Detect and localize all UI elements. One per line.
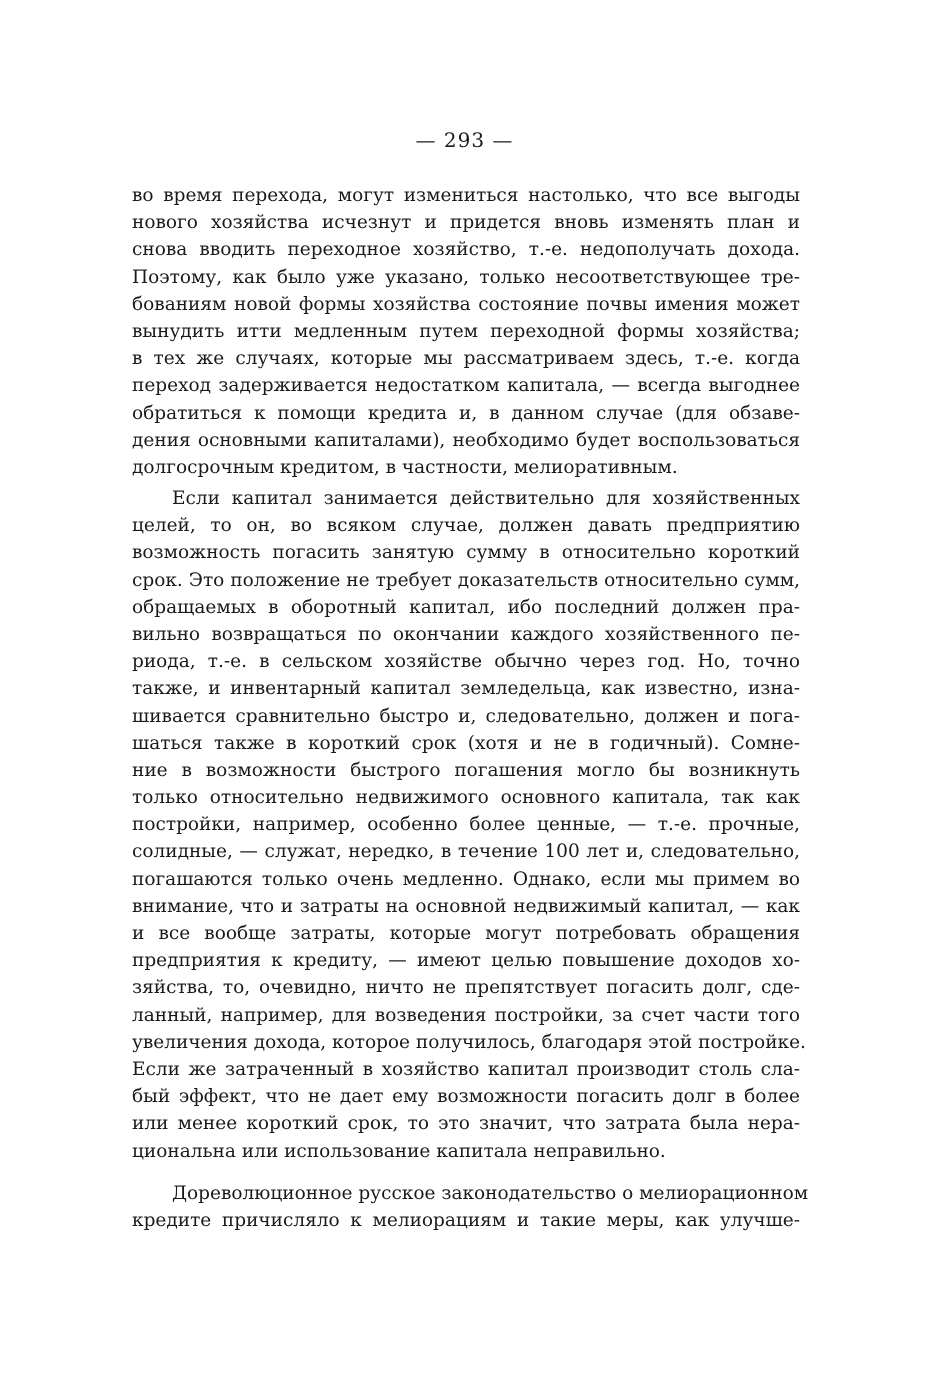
text-line: или менее короткий срок, то это значит, что затрата была нера-: [132, 1113, 800, 1135]
text-line: только относительно недвижимого основного капитала, так как: [132, 787, 800, 809]
text-line: в тех же случаях, которые мы рассматриваем здесь, т.-е. когда: [132, 348, 800, 370]
text-line: нового хозяйства исчезнут и придется вновь изменять план и: [132, 212, 800, 234]
text-line: Поэтому, как было уже указано, только несоответствующее тре-: [132, 266, 800, 288]
text-line: кредите причисляло к мелиорациям и такие меры, как улучше-: [132, 1210, 800, 1232]
text-line: бованиям новой формы хозяйства состояние почвы имения может: [132, 293, 800, 315]
page-number: — 293 —: [415, 128, 514, 152]
text-line: погашаются только очень медленно. Однако, если мы примем во: [132, 868, 800, 890]
text-line: дения основными капиталами), необходимо будет воспользоваться: [132, 429, 800, 451]
text-line: вынудить итти медленным путем переходной формы хозяйства;: [132, 320, 800, 342]
text-line: обратиться к помощи кредита и, в данном случае (для обзаве-: [132, 402, 800, 424]
text-line: шивается сравнительно быстро и, следовательно, должен и пога-: [132, 705, 800, 727]
text-line: постройки, например, особенно более ценные, — т.-е. прочные,: [132, 814, 800, 836]
text-line: и все вообще затраты, которые могут потребовать обращения: [132, 923, 800, 944]
text-line: шаться также в короткий срок (хотя и не в годичный). Сомне-: [132, 732, 800, 754]
text-line: возможность погасить занятую сумму в относительно короткий: [132, 542, 800, 564]
text-line: долгосрочным кредитом, в частности, мелиоративным.: [132, 456, 678, 478]
text-line: предприятия к кредиту, — имеют целью повышение доходов хо-: [132, 950, 800, 972]
text-line: увеличения дохода, которое получилось, благодаря этой постройке.: [132, 1031, 806, 1053]
text-line: солидные, — служат, нередко, в течение 100 лет и, следовательно,: [132, 841, 800, 863]
text-line: снова вводить переходное хозяйство, т.-е. недополучать дохода.: [132, 239, 800, 261]
text-line: риода, т.-е. в сельском хозяйстве обычно через год. Но, точно: [132, 651, 800, 673]
paragraph-1: [132, 182, 800, 481]
text-line: внимание, что и затраты на основной недвижимый капитал, — как: [132, 895, 800, 917]
text-line: ние в возможности быстрого погашения могло бы возникнуть: [132, 759, 800, 781]
text-line: во время перехода, могут измениться настолько, что все выгоды: [132, 185, 800, 206]
text-line: вильно возвращаться по окончании каждого хозяйственного пе-: [132, 623, 800, 645]
text-line: также, и инвентарный капитал земледельца, как известно, изна-: [132, 678, 800, 700]
text-line: ланный, например, для возведения постройки, за счет части того: [132, 1004, 800, 1026]
text-line: обращаемых в оборотный капитал, ибо последний должен пра-: [132, 596, 800, 618]
text-line: Дореволюционное русское законодательство о мелиорационном: [172, 1183, 809, 1204]
text-line: срок. Это положение не требует доказательств относительно сумм,: [132, 569, 800, 591]
text-line: бый эффект, что не дает ему возможности погасить долг в более: [132, 1086, 800, 1108]
paragraph-2: [132, 485, 806, 1165]
text-line: циональна или использование капитала неправильно.: [132, 1140, 666, 1162]
paragraph-3: [132, 1180, 809, 1234]
text-line: целей, то он, во всяком случае, должен давать предприятию: [132, 515, 800, 537]
text-line: Если же затраченный в хозяйство капитал производит столь сла-: [132, 1058, 800, 1080]
text-line: переход задерживается недостатком капитала, — всегда выгоднее: [132, 375, 800, 397]
text-line: зяйства, то, очевидно, ничто не препятствует погасить долг, сде-: [132, 977, 800, 999]
text-line: Если капитал занимается действительно для хозяйственных: [172, 488, 800, 509]
